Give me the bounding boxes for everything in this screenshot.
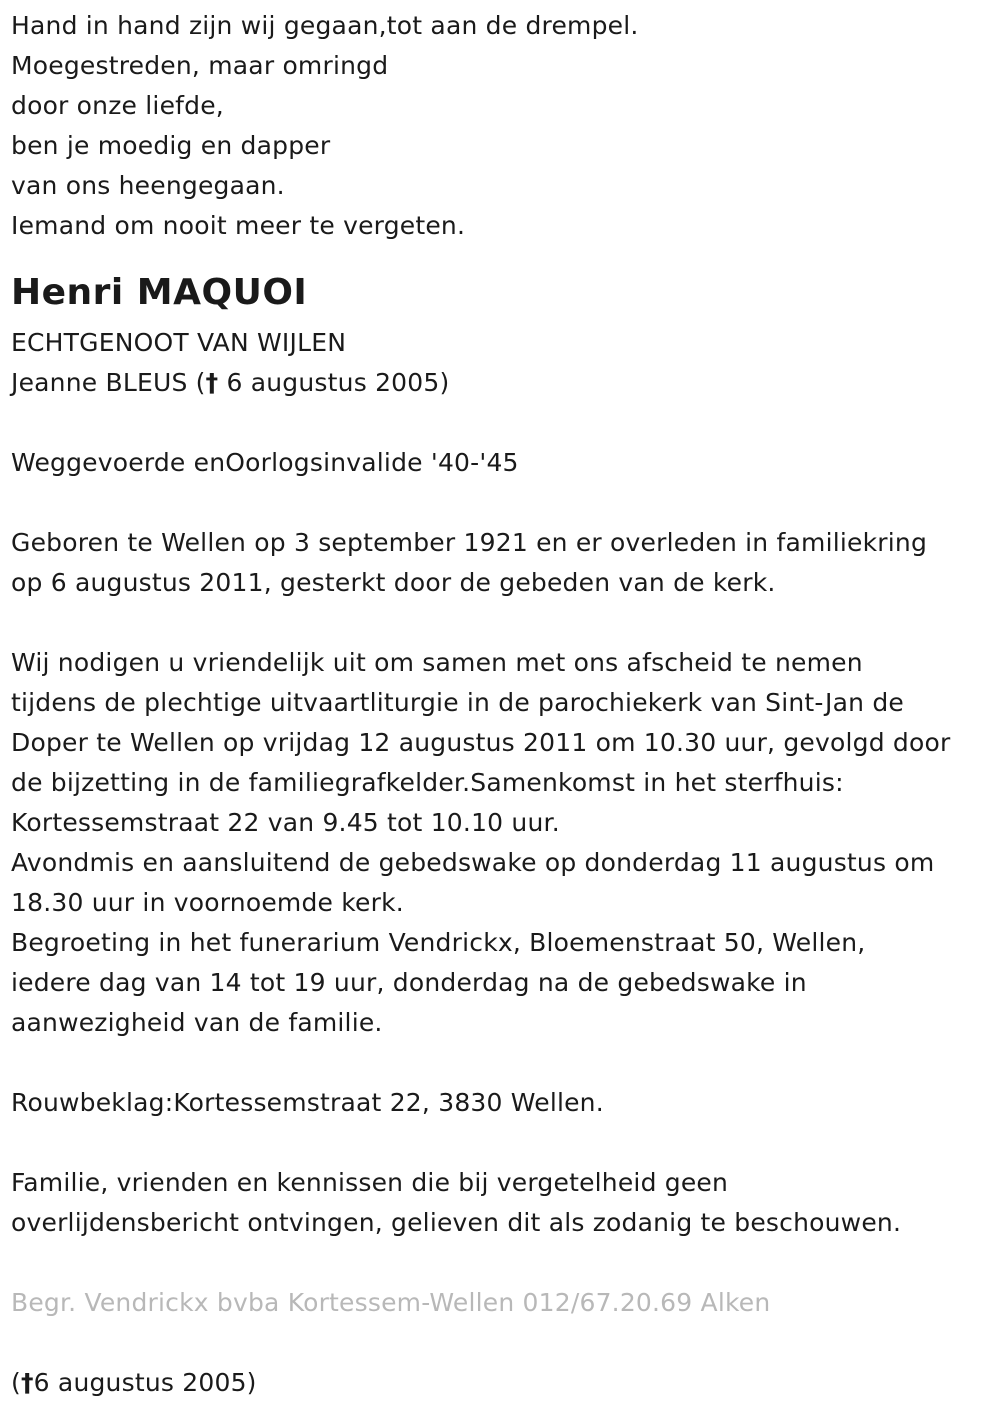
poem-line: door onze liefde,	[11, 91, 224, 120]
poem-line: van ons heengegaan.	[11, 171, 285, 200]
paragraph-line: tijdens de plechtige uitvaartliturgie in de parochiekerk van Sint-Jan de	[11, 688, 904, 717]
spacer	[11, 603, 991, 643]
spouse-death-date: 6 augustus 2005)	[218, 368, 450, 397]
paragraph-line: Begroeting in het funerarium Vendrickx, Bloemenstraat 50, Wellen,	[11, 928, 866, 957]
paragraph-line: Doper te Wellen op vrijdag 12 augustus 2011 om 10.30 uur, gevolgd door	[11, 728, 951, 757]
obituary-document	[11, 0, 991, 1403]
paragraph-line: 18.30 uur in voornoemde kerk.	[11, 888, 404, 917]
spacer	[11, 1043, 991, 1083]
footer-date-line	[11, 1363, 991, 1403]
deceased-name: Henri MAQUOI	[11, 272, 308, 313]
cross-icon: †	[20, 1368, 34, 1397]
poem-line: Iemand om nooit meer te vergeten.	[11, 211, 466, 240]
paragraph-line: overlijdensbericht ontvingen, gelieven dit als zodanig te beschouwen.	[11, 1208, 902, 1237]
notice-paragraph	[11, 1163, 991, 1243]
paragraph-line: Familie, vrienden en kennissen die bij vergetelheid geen	[11, 1168, 729, 1197]
spouse-line	[11, 363, 991, 403]
paragraph-line: iedere dag van 14 tot 19 uur, donderdag na de gebedswake in	[11, 968, 807, 997]
paragraph-line: aanwezigheid van de familie.	[11, 1008, 383, 1037]
poem-line: Moegestreden, maar omringd	[11, 51, 389, 80]
invitation-paragraph	[11, 643, 991, 1043]
paragraph-line: Avondmis en aansluitend de gebedswake op donderdag 11 augustus om	[11, 848, 935, 877]
poem-line: ben je moedig en dapper	[11, 131, 331, 160]
paragraph-line: Kortessemstraat 22 van 9.45 tot 10.10 uur.	[11, 808, 560, 837]
spacer	[11, 483, 991, 523]
poem	[11, 6, 991, 246]
spacer	[11, 1243, 991, 1283]
relation-line: ECHTGENOOT VAN WIJLEN	[11, 328, 347, 357]
spacer	[11, 1123, 991, 1163]
paragraph-line: op 6 augustus 2011, gesterkt door de gebeden van de kerk.	[11, 568, 776, 597]
spacer	[11, 403, 991, 443]
spouse-name: Jeanne BLEUS (	[11, 368, 206, 397]
footer-open-paren: (	[11, 1368, 21, 1397]
footer-date: 6 augustus 2005)	[33, 1368, 257, 1397]
birth-death-paragraph	[11, 523, 991, 603]
condolence-address: Rouwbeklag:Kortessemstraat 22, 3830 Wellen.	[11, 1088, 604, 1117]
undertaker-line: Begr. Vendrickx bvba Kortessem-Wellen 012/67.20.69 Alken	[11, 1288, 771, 1317]
honors-line: Weggevoerde enOorlogsinvalide '40-'45	[11, 448, 519, 477]
poem-line: Hand in hand zijn wij gegaan,tot aan de drempel.	[11, 11, 639, 40]
cross-icon: †	[205, 368, 219, 397]
paragraph-line: Wij nodigen u vriendelijk uit om samen met ons afscheid te nemen	[11, 648, 863, 677]
paragraph-line: Geboren te Wellen op 3 september 1921 en er overleden in familiekring	[11, 528, 928, 557]
paragraph-line: de bijzetting in de familiegrafkelder.Samenkomst in het sterfhuis:	[11, 768, 844, 797]
spacer	[11, 1323, 991, 1363]
